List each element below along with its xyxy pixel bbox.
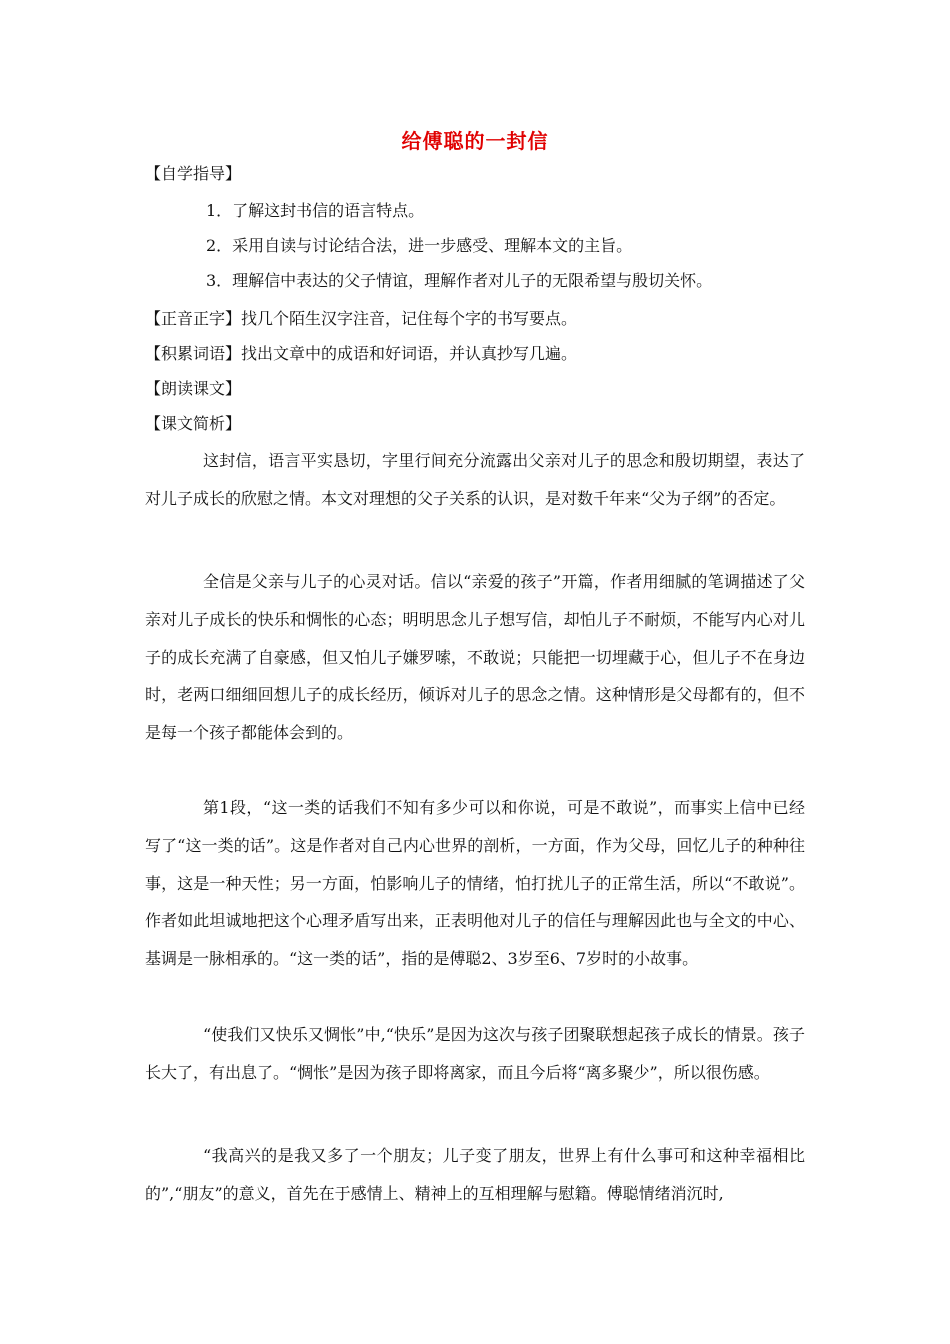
objective-item-2: 2．采用自读与讨论结合法，进一步感受、理解本文的主旨。: [206, 236, 633, 255]
analysis-paragraph-3: 第1段，“这一类的话我们不知有多少可以和你说，可是不敢说”，而事实上信中已经写了“这一类的话”。这是作者对自己内心世界的剖析，一方面，作为父母，回忆儿子的种种往事，这是一种天性；另一方面，怕影响儿子的情绪，怕打扰儿子的正常生活，所以“不敢说”。作者如此坦诚地把这个心理矛盾写出来，正表明他对儿子的信任与理解因此也与全文的中心、基调是一脉相承的。“这一类的话”，指的是傅聪2、3岁至6、7岁时的小故事。: [145, 798, 805, 969]
objective-item-1: 1．了解这封书信的语言特点。: [206, 201, 425, 220]
section-reading: 【朗读课文】: [145, 379, 242, 398]
analysis-paragraph-5: “我高兴的是我又多了一个朋友；儿子变了朋友，世界上有什么事可和这种幸福相比的”,“朋友”的意义，首先在于感情上、精神上的互相理解与慰籍。傅聪情绪消沉时,: [145, 1146, 805, 1203]
section-pronunciation: 【正音正字】找几个陌生汉字注音，记住每个字的书写要点。: [145, 309, 578, 328]
section-heading-analysis: 【课文简析】: [145, 414, 242, 433]
objective-item-3: 3．理解信中表达的父子情谊，理解作者对儿子的无限希望与殷切关怀。: [206, 271, 713, 290]
section-heading-self-study: 【自学指导】: [145, 164, 242, 183]
analysis-paragraph-1: 这封信，语言平实恳切，字里行间充分流露出父亲对儿子的思念和殷切期望，表达了对儿子成长的欣慰之情。本文对理想的父子关系的认识，是对数千年来“父为子纲”的否定。: [145, 451, 805, 508]
analysis-paragraph-2: 全信是父亲与儿子的心灵对话。信以“亲爱的孩子”开篇，作者用细腻的笔调描述了父亲对儿子成长的快乐和惆怅的心态；明明思念儿子想写信，却怕儿子不耐烦，不能写内心对儿子的成长充满了自豪感，但又怕儿子嫌罗嗦，不敢说；只能把一切埋藏于心，但儿子不在身边时，老两口细细回想儿子的成长经历，倾诉对儿子的思念之情。这种情形是父母都有的，但不是每一个孩子都能体会到的。: [145, 572, 805, 743]
section-vocabulary: 【积累词语】找出文章中的成语和好词语，并认真抄写几遍。: [145, 344, 578, 363]
analysis-paragraph-4: “使我们又快乐又惆怅”中,“快乐”是因为这次与孩子团聚联想起孩子成长的情景。孩子长大了，有出息了。“惆怅”是因为孩子即将离家，而且今后将“离多聚少”，所以很伤感。: [145, 1025, 805, 1082]
document-title: 给傅聪的一封信: [401, 129, 549, 153]
